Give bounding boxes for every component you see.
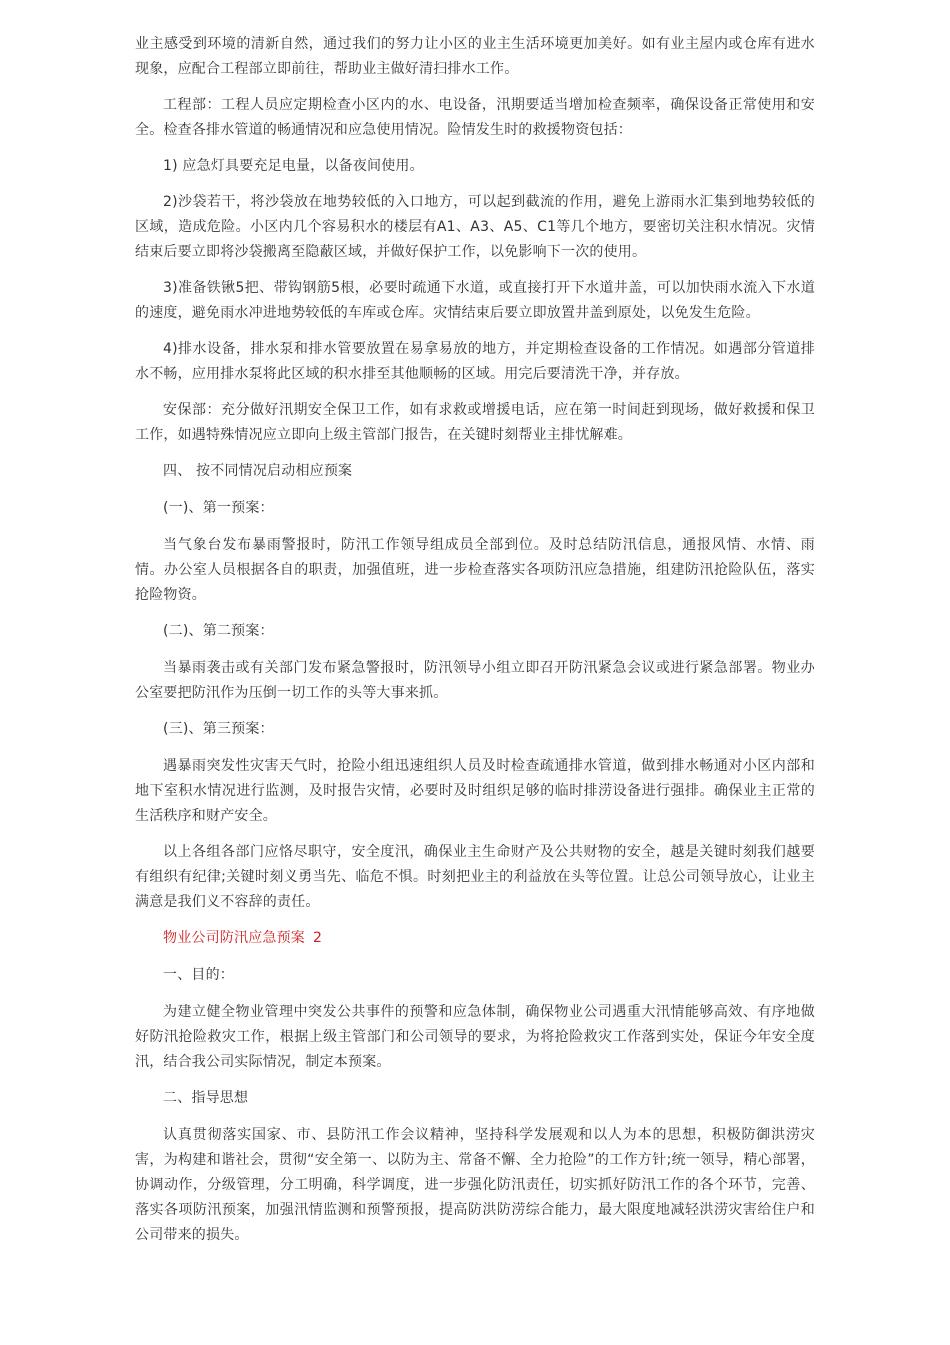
section-heading: 四、 按不同情况启动相应预案 [163,463,353,479]
paragraph: 业主感受到环境的清新自然，通过我们的努力让小区的业主生活环境更加美好。如有业主屋内或仓库有进水现象，应配合工程部立即前往，帮助业主做好清扫排水工作。 [135,36,815,77]
paragraph: 1) 应急灯具要充足电量，以备夜间使用。 [163,158,424,174]
section-title-number: 2 [313,930,323,946]
paragraph: 为建立健全物业管理中突发公共事件的预警和应急体制，确保物业公司遇重大汛情能够高效、有序地做好防汛抢险救灾工作，根据上级主管部门和公司领导的要求，为将抢险救灾工作落到实处，保证今年安全度汛，结合我公司实际情况，制定本预案。 [135,1004,815,1070]
subsection-heading: (一)、第一预案： [163,500,274,516]
paragraph: 遇暴雨突发性灾害天气时，抢险小组迅速组织人员及时检查疏通排水管道，做到排水畅通对小区内部和地下室积水情况进行监测，及时报告灾情，必要时及时组织足够的临时排涝设备进行强排。确保业主正常的生活秩序和财产安全。 [135,758,815,824]
subsection-heading: (二)、第二预案： [163,623,274,639]
paragraph: 2)沙袋若干，将沙袋放在地势较低的入口地方，可以起到截流的作用，避免上游雨水汇集到地势较低的区域，造成危险。小区内几个容易积水的楼层有A1、A3、A5、C1等几个地方，要密切关注积水情况。灾情结束后要立即将沙袋搬离至隐蔽区域，并做好保护工作，以免影响下一次的使用。 [135,194,815,260]
section-title-text: 物业公司防汛应急预案 [163,930,305,946]
paragraph: 当暴雨袭击或有关部门发布紧急警报时，防汛领导小组立即召开防汛紧急会议或进行紧急部署。物业办公室要把防汛作为压倒一切工作的头等大事来抓。 [135,660,815,701]
subsection-heading: (三)、第三预案： [163,721,274,737]
paragraph: 认真贯彻落实国家、市、县防汛工作会议精神，坚持科学发展观和以人为本的思想，积极防御洪涝灾害，为构建和谐社会，贯彻“安全第一、以防为主、常备不懈、全力抢险”的工作方针;统一领导，精心部署，协调动作，分级管理，分工明确，科学调度，进一步强化防汛责任，切实抓好防汛工作的各个环节，完善、落实各项防汛预案，加强汛情监测和预警预报，提高防洪防涝综合能力，最大限度地减轻洪涝灾害给住户和公司带来的损失。 [135,1127,815,1243]
paragraph: 工程部：工程人员应定期检查小区内的水、电设备，汛期要适当增加检查频率，确保设备正常使用和安全。检查各排水管道的畅通情况和应急使用情况。险情发生时的救援物资包括： [135,97,815,138]
paragraph: 3)准备铁锹5把、带钩钢筋5根，必要时疏通下水道，或直接打开下水道井盖，可以加快雨水流入下水道的速度，避免雨水冲进地势较低的车库或仓库。灾情结束后要立即放置井盖到原处，以免发生危险。 [135,280,815,321]
paragraph: 当气象台发布暴雨警报时，防汛工作领导组成员全部到位。及时总结防汛信息，通报风情、水情、雨情。办公室人员根据各自的职责，加强值班，进一步检查落实各项防汛应急措施，组建防汛抢险队伍，落实抢险物资。 [135,537,815,603]
section-heading: 二、指导思想 [163,1090,249,1106]
document-page [135,32,815,1259]
section-heading: 一、目的： [163,967,234,983]
paragraph: 4)排水设备，排水泵和排水管要放置在易拿易放的地方，并定期检查设备的工作情况。如遇部分管道排水不畅，应用排水泵将此区域的积水排至其他顺畅的区域。用完后要清洗干净，并存放。 [135,341,815,382]
paragraph: 安保部：充分做好汛期安全保卫工作，如有求救或增援电话，应在第一时间赶到现场，做好救援和保卫工作，如遇特殊情况应立即向上级主管部门报告，在关键时刻帮业主排忧解难。 [135,402,815,443]
document-section-title [135,926,815,951]
paragraph: 以上各组各部门应恪尽职守，安全度汛，确保业主生命财产及公共财物的安全，越是关键时刻我们越要有组织有纪律;关键时刻义勇当先、临危不惧。时刻把业主的利益放在头等位置。让总公司领导放心，让业主满意是我们义不容辞的责任。 [135,844,815,910]
